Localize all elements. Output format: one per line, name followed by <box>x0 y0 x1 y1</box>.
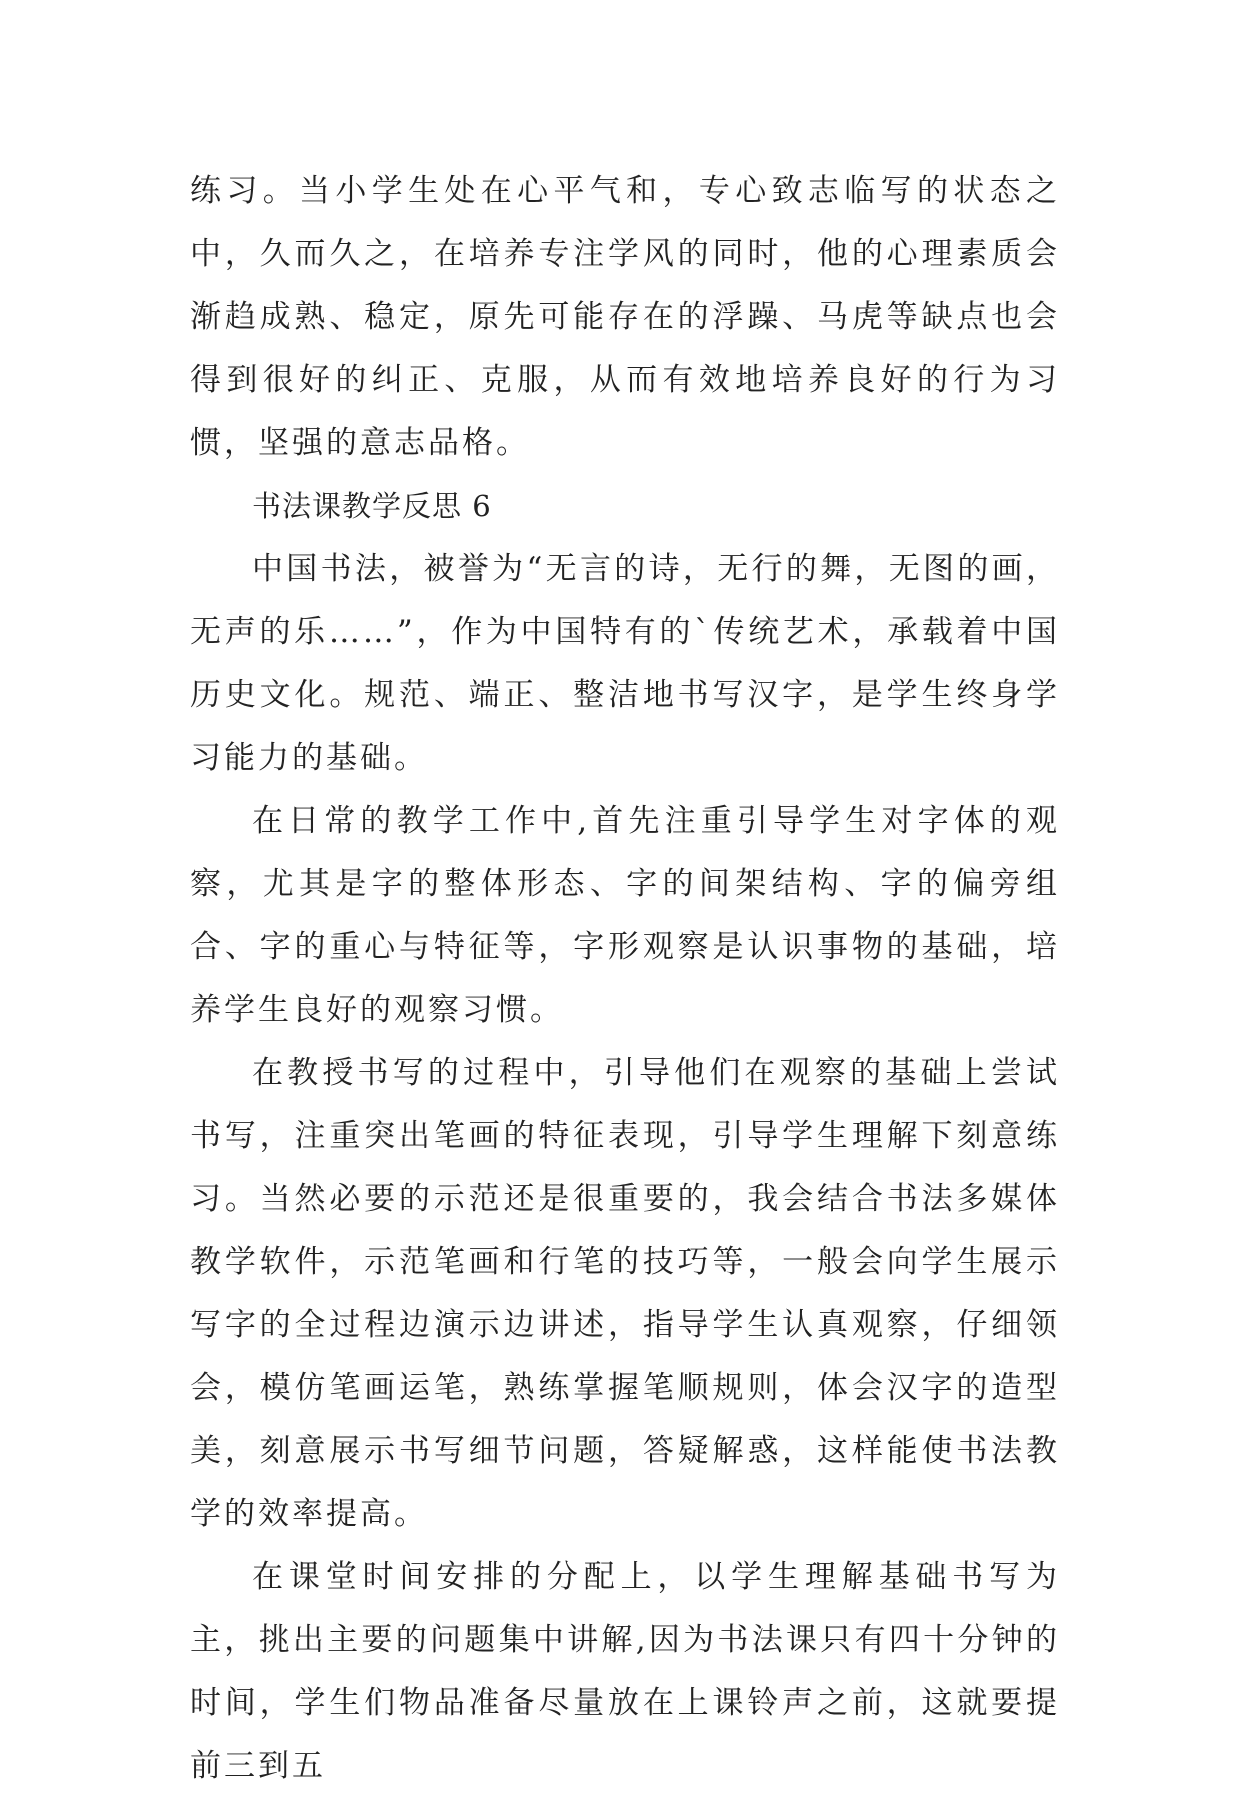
opening-paragraph: 练习。当小学生处在心平气和，专心致志临写的状态之中，久而久之，在培养专注学风的同时，他的心理素质会渐趋成熟、稳定，原先可能存在的浮躁、马虎等缺点也会得到很好的纠正、克服，从而有效地培养良好的行为习惯，坚强的意志品格。 <box>190 173 1060 461</box>
paragraph-1: 中国书法，被誉为“无言的诗，无行的舞，无图的画，无声的乐……”，作为中国特有的`传统艺术，承载着中国历史文化。规范、端正、整洁地书写汉字，是学生终身学习能力的基础。 <box>190 551 1060 776</box>
paragraph-2: 在日常的教学工作中,首先注重引导学生对字体的观察，尤其是字的整体形态、字的间架结构、字的偏旁组合、字的重心与特征等，字形观察是认识事物的基础，培养学生良好的观察习惯。 <box>190 803 1060 1028</box>
section-title: 书法课教学反思 6 <box>252 489 492 523</box>
paragraph-4: 在课堂时间安排的分配上，以学生理解基础书写为主，挑出主要的问题集中讲解,因为书法课只有四十分钟的时间，学生们物品准备尽量放在上课铃声之前，这就要提前三到五 <box>190 1559 1060 1784</box>
document-body <box>190 160 1060 1798</box>
paragraph-3: 在教授书写的过程中，引导他们在观察的基础上尝试书写，注重突出笔画的特征表现，引导学生理解下刻意练习。当然必要的示范还是很重要的，我会结合书法多媒体教学软件，示范笔画和行笔的技巧等，一般会向学生展示写字的全过程边演示边讲述，指导学生认真观察，仔细领会，模仿笔画运笔，熟练掌握笔顺规则，体会汉字的造型美，刻意展示书写细节问题，答疑解惑，这样能使书法教学的效率提高。 <box>190 1055 1060 1532</box>
